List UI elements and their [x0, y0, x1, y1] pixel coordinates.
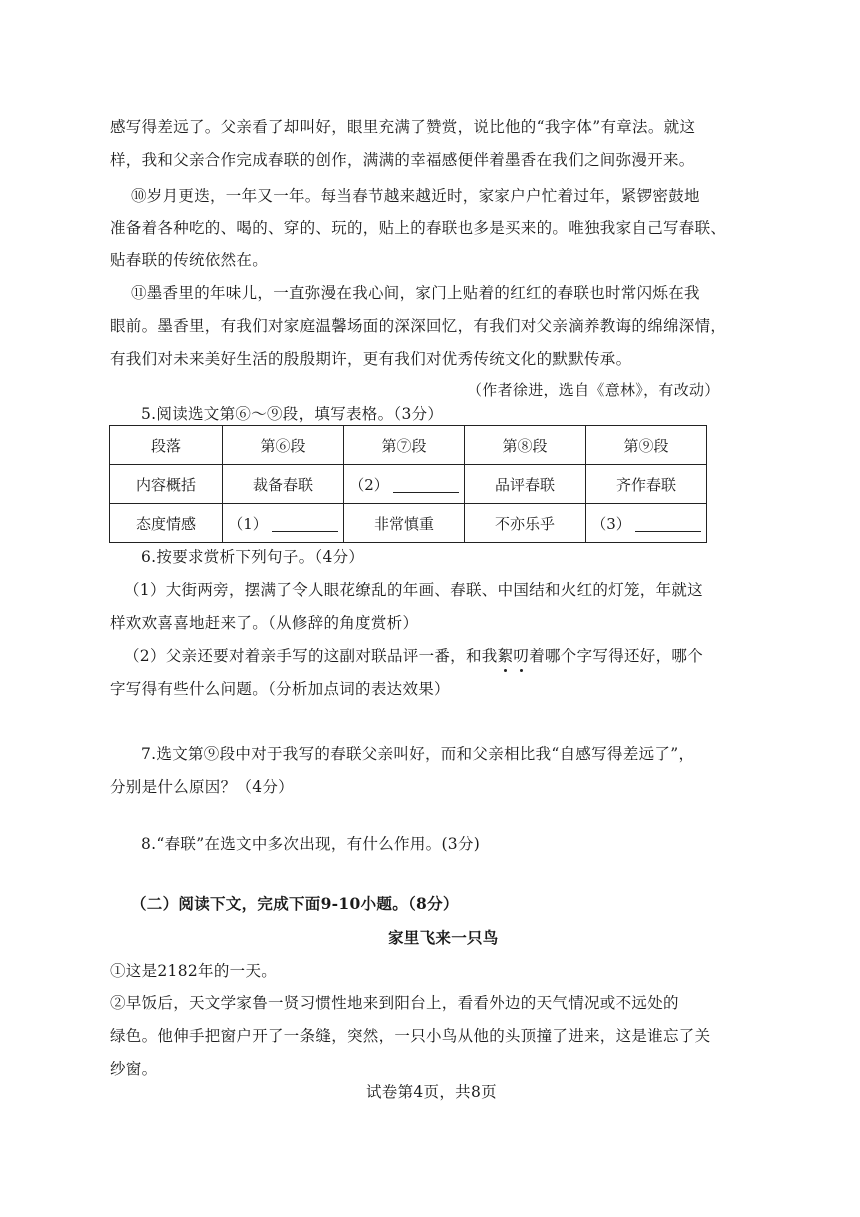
blank-label: （3）	[591, 514, 631, 533]
table-cell: 裁备春联	[223, 465, 344, 504]
table-cell: 不亦乐乎	[465, 504, 586, 543]
question-7-line: 分别是什么原因？（4分）	[110, 778, 294, 796]
paragraph-10-line: 贴春联的传统依然在。	[110, 251, 269, 269]
table-cell: 第⑨段	[586, 426, 707, 465]
item-text: 着哪个字写得还好，哪个	[529, 647, 704, 665]
question-6-item-1-line: 样欢欢喜喜地赶来了。（从修辞的角度赏析）	[110, 614, 419, 632]
table-cell: 品评春联	[465, 465, 586, 504]
table-cell-blank[interactable]	[223, 504, 344, 543]
table-row	[110, 504, 707, 543]
section-2-title: 家里飞来一只鸟	[388, 928, 499, 947]
question-5-prompt: 5.阅读选文第⑥～⑨段，填写表格。（3分）	[141, 405, 444, 423]
answer-blank[interactable]	[272, 517, 338, 532]
table-cell: 态度情感	[110, 504, 223, 543]
table-cell: 第⑧段	[465, 426, 586, 465]
answer-blank[interactable]	[635, 517, 701, 532]
table-cell-blank[interactable]	[344, 465, 465, 504]
question-6-item-2-line	[124, 646, 703, 666]
paragraph-11-line: ⑪墨香里的年味儿，一直弥漫在我心间，家门上贴着的红红的春联也时常闪烁在我	[131, 284, 700, 302]
question-6-prompt: 6.按要求赏析下列句子。（4分）	[141, 548, 365, 566]
table-row	[110, 465, 707, 504]
item-text: （2）父亲还要对着亲手写的这副对联品评一番，和我	[124, 647, 498, 665]
question-6-item-2-line: 字写得有些什么问题。（分析加点词的表达效果）	[110, 680, 450, 698]
table-cell: 内容概括	[110, 465, 223, 504]
paragraph-10-line: ⑩岁月更迭，一年又一年。每当春节越来越近时，家家户户忙着过年，紧锣密鼓地	[131, 187, 700, 205]
section-2-heading: （二）阅读下文，完成下面9-10小题。（8分）	[131, 894, 459, 913]
blank-label: （1）	[228, 514, 268, 533]
question-7-line: 7.选文第⑨段中对于我写的春联父亲叫好，而和父亲相比我“自感写得差远了”，	[141, 745, 695, 763]
dotted-word-char: 絮	[497, 647, 514, 665]
paragraph-10-line: 准备着各种吃的、喝的、穿的、玩的，贴上的春联也多是买来的。唯独我家自己写春联、	[110, 219, 727, 237]
table-cell-blank[interactable]	[586, 504, 707, 543]
table-cell: 第⑦段	[344, 426, 465, 465]
blank-label: （2）	[349, 475, 389, 494]
table-cell: 齐作春联	[586, 465, 707, 504]
section-2-paragraph-2-line: 纱窗。	[110, 1060, 158, 1078]
page-footer: 试卷第4页，共8页	[366, 1083, 497, 1101]
source-attribution: （作者徐进，选自《意林》，有改动）	[467, 381, 720, 399]
answer-blank[interactable]	[393, 478, 459, 493]
table-cell: 第⑥段	[223, 426, 344, 465]
passage-line: 样，我和父亲合作完成春联的创作，满满的幸福感便伴着墨香在我们之间弥漫开来。	[110, 151, 695, 169]
passage-line: 感写得差远了。父亲看了却叫好，眼里充满了赞赏，说比他的“我字体”有章法。就这	[110, 118, 696, 136]
question-5-table	[109, 425, 707, 543]
table-cell: 段落	[110, 426, 223, 465]
section-2-paragraph-2-line: ②早饭后，天文学家鲁一贤习惯性地来到阳台上，看看外边的天气情况或不远处的	[110, 994, 679, 1012]
table-cell: 非常慎重	[344, 504, 465, 543]
paragraph-11-line: 眼前。墨香里，有我们对家庭温馨场面的深深回忆，有我们对父亲滴养教诲的绵绵深情，	[110, 317, 727, 335]
section-2-paragraph-2-line: 绿色。他伸手把窗户开了一条缝，突然，一只小鸟从他的头顶撞了进来，这是谁忘了关	[110, 1027, 711, 1045]
question-6-item-1-line: （1）大街两旁，摆满了令人眼花缭乱的年画、春联、中国结和火红的灯笼，年就这	[124, 581, 703, 599]
section-2-paragraph-1: ①这是2182年的一天。	[110, 962, 278, 980]
paragraph-11-line: 有我们对未来美好生活的殷殷期许，更有我们对优秀传统文化的默默传承。	[110, 350, 632, 368]
question-8-text: 8.“春联”在选文中多次出现，有什么作用。(3分)	[141, 835, 481, 853]
table-row	[110, 426, 707, 465]
dotted-word-char: 叨	[513, 647, 530, 665]
